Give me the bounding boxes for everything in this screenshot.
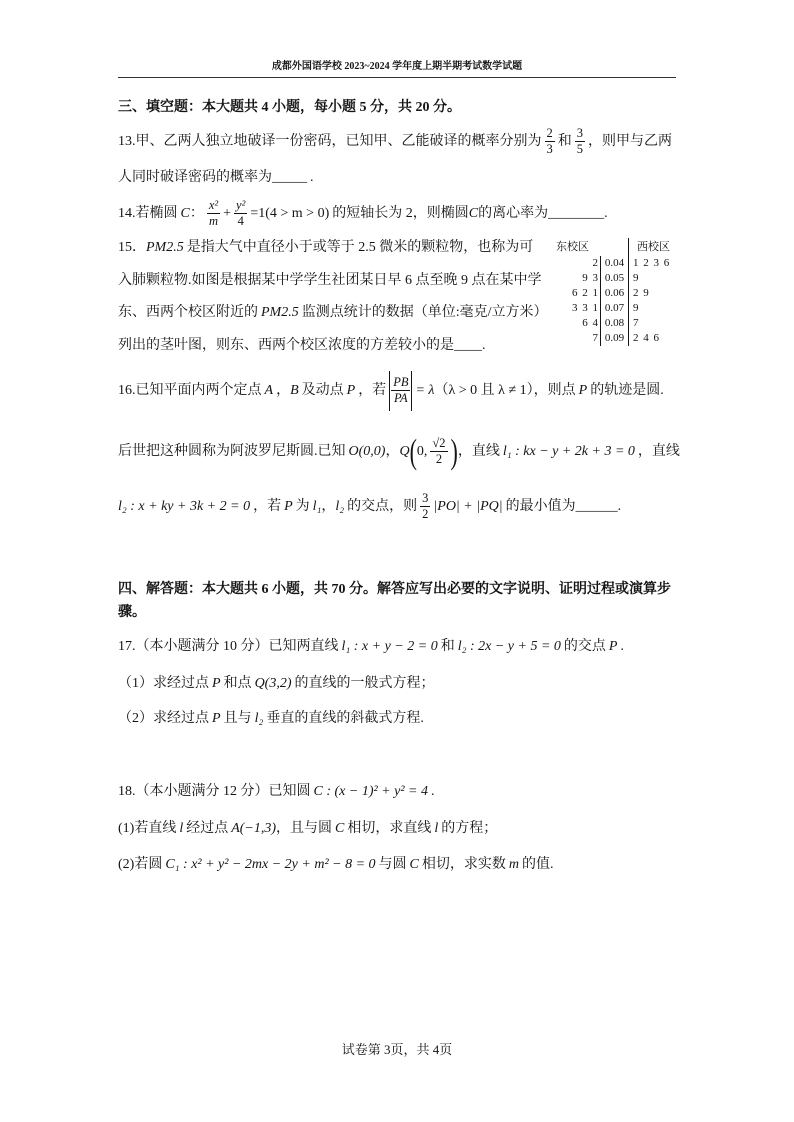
q18-text: ，且与圆 [276,821,333,836]
west-leaves: 1 2 3 6 [628,256,692,271]
ratio-abs-fraction [389,371,412,411]
west-leaves: 9 [628,271,692,286]
q16-text: 为 [295,499,310,514]
q16-text: 及动点 [301,383,344,399]
pm25-term: PM2.5 [261,305,299,320]
line-l2-equation: l₂ : 2x − y + 5 = 0 [457,639,561,654]
point-o: O(0,0) [348,444,386,459]
q16-text: 的轨迹是圆. [590,383,664,399]
answer-blank: ______ [575,499,618,514]
question-18 [118,782,435,802]
q16-text: 16.已知平面内两个定点 [118,383,262,399]
east-leaves: 6 2 1 [572,287,598,299]
stem-leaf-plot [556,238,692,346]
fraction-denominator: 5 [576,142,583,157]
question-17-part-1 [118,674,435,694]
question-18-part-2 [118,855,554,875]
line-l: l [434,821,439,836]
section-4-heading: 四、解答题：本大题共 6 小题，共 70 分。解答应写出必要的文字说明、证明过程或演算步 [118,582,671,597]
east-leaves: 7 [592,332,598,344]
q16-text: ，直线 [637,444,680,459]
q14-fraction-y [234,198,247,229]
question-13-line-1 [118,124,672,160]
coefficient-fraction [420,491,430,522]
circle-c-equation: C : (x − 1)² + y² = 4 [313,784,428,799]
math-var-c: C [468,206,479,221]
question-16-line-2 [118,430,680,474]
stem-leaf-row [556,271,692,286]
q13-text: 人同时破译密码的概率为 [118,170,272,185]
fraction-numerator: 2 [546,126,553,141]
stem: 0.05 [600,271,628,286]
east-campus-label: 东校区 [556,240,589,253]
q14-text: 14.若椭圆 [118,206,178,221]
line-l1-equation: l₁ : kx − y + 2k + 3 = 0 [502,444,635,459]
q16-sep: ， [276,383,291,399]
q16-sep: ， [321,499,336,514]
q15-text: 东、西两个校区附近的 [118,305,258,320]
stem: 0.04 [600,256,628,271]
fraction-denominator: 2 [435,452,443,467]
stem: 0.08 [600,316,628,331]
question-16-line-3 [118,489,621,525]
fraction-denominator: m [208,214,218,229]
question-18-part-1 [118,819,497,839]
question-15-line-4 [118,336,486,356]
q18-text: 相切，求直线 [347,821,432,836]
q13-text: 13.甲、乙两人独立地破译一份密码，已知甲、乙能破译的概率分别为 [118,134,542,149]
q13-fraction-1 [545,126,555,157]
fraction-numerator: 3 [576,126,583,141]
west-campus-label: 西校区 [628,238,692,256]
q16-condition: （λ > 0 且 λ ≠ 1），则点 [434,383,576,399]
question-15-line-1 [118,238,533,258]
q16-sep: ， [385,444,400,459]
answer-blank: ____ [454,338,482,353]
point-a: A(−1,3) [231,821,277,836]
q17-text: 17.（本小题满分 10 分）已知两直线 [118,639,339,654]
circle-c: C [335,821,345,836]
q15-text: 监测点统计的数据（单位:毫克/立方米） [301,305,548,320]
question-14 [118,196,608,232]
page-header-title: 成都外国语学校 2023~2024 学年度上期半期考试数学试题 [271,61,523,72]
point-p: P [608,639,618,654]
point-q: Q [399,444,410,459]
q17-text: 和 [440,639,455,654]
big-paren-close: ) [450,430,458,471]
q17-end: . [620,639,624,654]
q17-text: （2）求经过点 [118,711,209,726]
q14-equation: =1(4 > m > 0) [250,206,330,221]
circle-c1-equation: C₁ : x² + y² − 2mx − 2y + m² − 8 = 0 [165,857,376,872]
question-16-line-1 [118,371,664,411]
question-17-part-2 [118,709,424,729]
answer-blank: ________ [548,206,605,221]
west-leaves: 9 [628,301,692,316]
q14-end: . [604,206,608,221]
sqrt-fraction [430,436,447,467]
q17-text: 和点 [223,676,252,691]
section-4-heading-continued: 骤。 [118,605,146,620]
q17-text: （1）求经过点 [118,676,209,691]
answer-blank: _____ [272,170,307,185]
fraction-numerator: y² [236,198,246,213]
q13-end: . [310,170,314,185]
q16-text: 后世把这种圆称为阿波罗尼斯圆.已知 [118,444,346,459]
fraction-numerator: x² [208,198,219,213]
circle-c: C [409,857,419,872]
q18-text: 相切，求实数 [421,857,506,872]
east-leaves: 9 3 [582,272,598,284]
q13-text: 和 [557,134,572,149]
east-leaves: 2 [592,257,598,269]
q16-coord: 0, [416,444,428,459]
variable-m: m [508,857,520,872]
stem-leaf-row [556,331,692,346]
question-13-line-2 [118,168,317,188]
stem-leaf-row [556,256,692,271]
q18-text: 经过点 [186,821,229,836]
point-a: A [264,383,274,399]
q18-text: (2)若圆 [118,857,163,872]
q18-text: (1)若直线 [118,821,177,836]
line-l2: l₂ [254,711,264,726]
q18-text: 的值. [522,857,554,872]
q15-text: 是指大气中直径小于或等于 2.5 微米的颗粒物，也称为可 [186,240,534,255]
stem-leaf-header [556,238,692,256]
fraction-numerator: 3 [422,491,429,506]
point-b: B [290,383,299,399]
q14-text: 的短轴长为 2，则椭圆 [332,206,469,221]
q17-text: 且与 [223,711,252,726]
east-leaves: 6 4 [582,317,598,329]
point-p: P [284,499,293,514]
stem-leaf-row [556,316,692,331]
stem-leaf-row [556,286,692,301]
section-3-heading: 三、填空题：本大题共 4 小题，每小题 5 分，共 20 分。 [118,100,461,115]
fraction-denominator: PA [393,391,408,406]
fraction-numerator: √2 [432,436,446,451]
header-divider [118,77,676,78]
stem: 0.06 [600,286,628,301]
west-leaves: 2 4 6 [628,331,692,346]
west-leaves: 2 9 [628,286,692,301]
stem: 0.07 [600,301,628,316]
q15-number: 15． [118,240,146,255]
q14-fraction-x [207,198,220,229]
west-leaves: 7 [628,316,692,331]
stem-leaf-row [556,301,692,316]
q18-end: . [431,784,435,799]
q16-end: . [617,499,622,514]
q17-text: 的交点 [563,639,606,654]
q13-fraction-2 [575,126,585,157]
page-footer: 试卷第 3页，共 4页 [341,1042,453,1057]
q16-text: ，直线 [457,444,500,459]
question-17 [118,637,624,657]
q18-text: 与圆 [378,857,407,872]
fraction-denominator: 4 [237,214,244,229]
q14-plus: + [223,206,232,221]
line-l2: l₂ [335,499,345,514]
q14-text: 的离心率为 [478,206,549,221]
line-l1: l₁ [312,499,322,514]
point-p: P [212,711,221,726]
q15-end: . [482,338,486,353]
math-var-c: C [180,206,190,221]
q18-text: 18.（本小题满分 12 分）已知圆 [118,784,311,799]
q14-colon: ： [189,206,204,221]
point-p: P [212,676,221,691]
stem: 0.09 [600,331,628,346]
fraction-denominator: 3 [546,142,553,157]
line-l: l [179,821,184,836]
q18-text: 的方程； [441,821,498,836]
q16-lambda-eq: = λ [415,383,435,399]
q13-text: ，则甲与乙两 [588,134,672,149]
question-15-line-2: 入肺颗粒物.如图是根据某中学学生社团某日早 6 点至晚 9 点在某中学 [118,273,542,288]
q17-text: 的直线的一般式方程； [294,676,435,691]
q16-text: ，若 [358,383,387,399]
point-p: P [346,383,356,399]
pm25-term: PM2.5 [146,240,184,255]
big-paren-open: ( [409,430,417,471]
q16-text: ，若 [253,499,282,514]
q16-text: 的交点，则 [347,499,418,514]
distance-expression: |PO| + |PQ| [433,499,503,514]
q15-text: 列出的茎叶图，则东、西两个校区浓度的方差较小的是 [118,338,454,353]
point-p: P [578,383,588,399]
question-15-line-3 [118,303,548,323]
east-leaves: 3 3 1 [572,302,598,314]
point-q: Q(3,2) [254,676,292,691]
line-l1-equation: l₁ : x + y − 2 = 0 [341,639,438,654]
ratio-fraction [391,375,410,406]
q16-text: 的最小值为 [505,499,576,514]
fraction-numerator: PB [393,375,409,390]
q17-text: 垂直的直线的斜截式方程. [266,711,424,726]
fraction-denominator: 2 [422,507,429,522]
line-l2-equation: l₂ : x + ky + 3k + 2 = 0 [118,499,251,514]
